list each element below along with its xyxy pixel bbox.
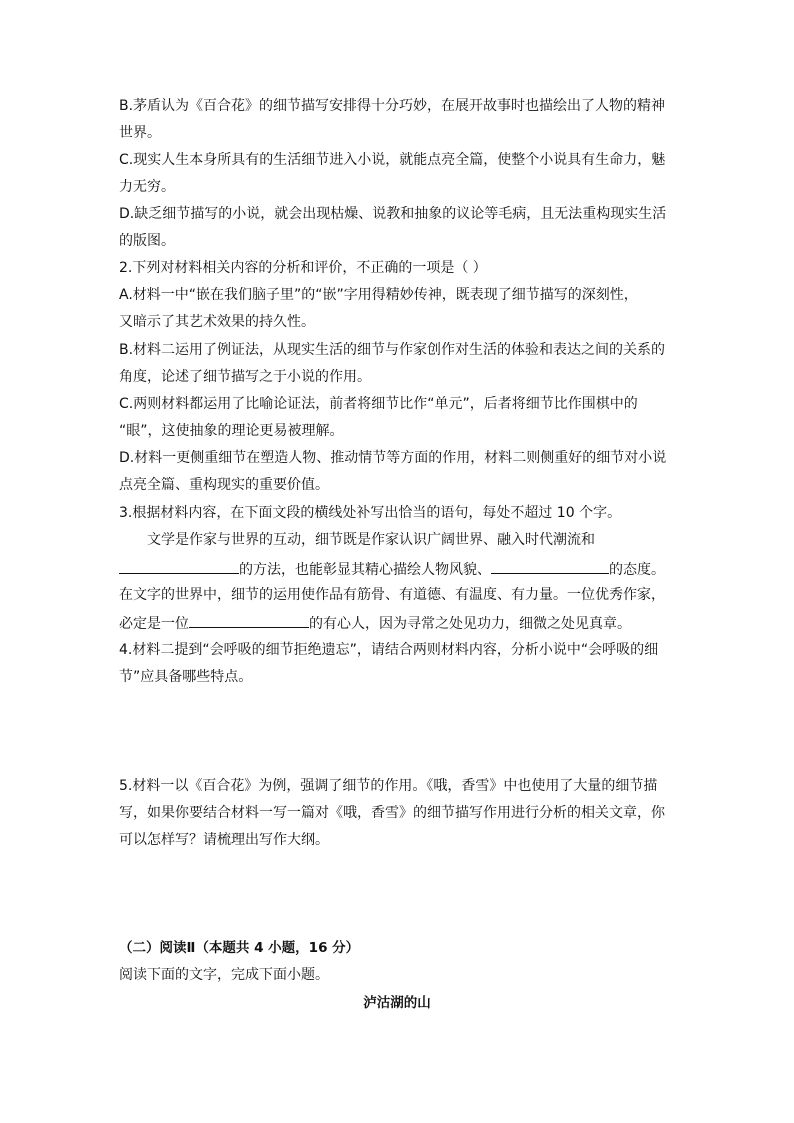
q2-option-b-line-2: 角度，论述了细节描写之于小说的作用。 [119,369,371,385]
option-b-line-1: B.茅盾认为《百合花》的细节描写安排得十分巧妙，在展开故事时也描绘出了人物的精神 [119,98,666,114]
q2-option-d-line-1: D.材料一更侧重细节在塑造人物、推动情节等方面的作用，材料二则侧重好的细节对小说 [119,450,667,466]
section-heading: （二）阅读Ⅱ（本题共 4 小题，16 分） [119,940,360,956]
option-d-line-1: D.缺乏细节描写的小说，就会出现枯燥、说教和抽象的议论等毛病，且无法重构现实生活 [119,206,667,222]
option-d-line-2: 的版图。 [119,233,175,249]
q2-option-c-line-1: C.两则材料都运用了比喻论证法，前者将细节比作“单元”，后者将细节比作围棋中的 [119,396,638,412]
passage-line-4 [119,612,631,632]
q2-option-a-line-1: A.材料一中“嵌在我们脑子里”的“嵌”字用得精妙传神，既表现了细节描写的深刻性， [119,287,638,303]
q2-option-d-line-2: 点亮全篇、重构现实的重要价值。 [119,477,329,493]
option-b-line-2: 世界。 [119,125,161,141]
q2-option-a-line-2: 又暗示了其艺术效果的持久性。 [119,314,315,330]
question-5-line-3: 可以怎样写？请梳理出写作大纲。 [119,832,329,848]
passage-line-1: 文学是作家与世界的互动，细节既是作家认识广阔世界、融入时代潮流和 [147,532,595,548]
question-4-line-1: 4.材料二提到“会呼吸的细节拒绝遗忘”，请结合两则材料内容，分析小说中“会呼吸的细 [119,642,659,658]
question-3: 3.根据材料内容，在下面文段的横线处补写出恰当的语句，每处不超过 10 个字。 [119,505,622,521]
passage-line-4-text-b: 的有心人，因为寻常之处见功力，细微之处见真章。 [309,616,631,632]
answer-blank-1[interactable] [119,558,239,574]
option-c-line-2: 力无穷。 [119,179,175,195]
passage-line-2 [119,558,665,578]
option-c-line-1: C.现实人生本身所具有的生活细节进入小说，就能点亮全篇，使整个小说具有生命力，魅 [119,152,666,168]
question-5-line-1: 5.材料一以《百合花》为例，强调了细节的作用。《哦，香雪》中也使用了大量的细节描 [119,778,658,794]
question-5-line-2: 写，如果你要结合材料一写一篇对《哦，香雪》的细节描写作用进行分析的相关文章，你 [119,805,665,821]
passage-line-3: 在文字的世界中，细节的运用使作品有筋骨、有道德、有温度、有力量。一位优秀作家， [119,587,665,603]
passage-line-4-text-a: 必定是一位 [119,616,189,632]
answer-blank-3[interactable] [189,612,309,628]
passage-line-2-text-a: 的方法，也能彰显其精心描绘人物风貌、 [239,562,491,578]
answer-blank-2[interactable] [491,558,609,574]
question-4-line-2: 节”应具备哪些特点。 [119,669,253,685]
q2-option-c-line-2: “眼”，这使抽象的理论更易被理解。 [119,423,344,439]
passage-line-2-text-b: 的态度。 [609,562,665,578]
article-title: 泸沽湖的山 [363,995,431,1011]
q2-option-b-line-1: B.材料二运用了例证法，从现实生活的细节与作家创作对生活的体验和表达之间的关系的 [119,342,666,358]
section-instruction: 阅读下面的文字，完成下面小题。 [119,967,329,983]
question-2: 2.下列对材料相关内容的分析和评价，不正确的一项是（ ） [119,260,487,276]
